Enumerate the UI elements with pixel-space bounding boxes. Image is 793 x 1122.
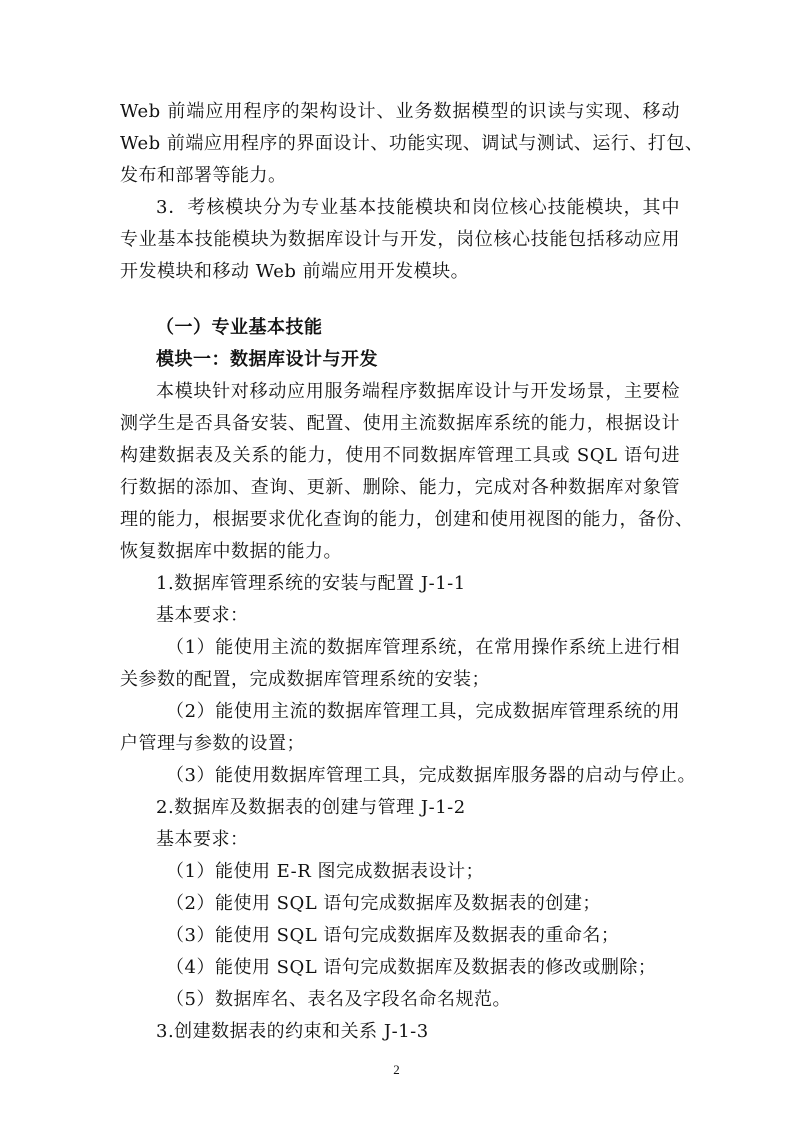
- task1-basic-req: 基本要求：: [156, 605, 249, 626]
- module-desc-line: 测学生是否具备安装、配置、使用主流数据库系统的能力，根据设计: [120, 413, 680, 434]
- task2-basic-req: 基本要求：: [156, 829, 249, 850]
- item3-line: 专业基本技能模块为数据库设计与开发，岗位核心技能包括移动应用: [120, 229, 680, 250]
- task1-req2-line: 户管理与参数的设置；: [120, 733, 305, 754]
- intro-line: Web 前端应用程序的架构设计、业务数据模型的识读与实现、移动: [120, 101, 680, 122]
- task2-title: 2.数据库及数据表的创建与管理 J-1-2: [156, 797, 466, 818]
- module-title: 模块一：数据库设计与开发: [156, 349, 378, 370]
- module-desc-line: 理的能力，根据要求优化查询的能力，创建和使用视图的能力，备份、: [120, 509, 694, 530]
- module-desc-line: 本模块针对移动应用服务端程序数据库设计与开发场景，主要检: [156, 381, 680, 402]
- intro-line: Web 前端应用程序的界面设计、功能实现、调试与测试、运行、打包、: [120, 133, 704, 154]
- page-number: 2: [393, 1062, 400, 1077]
- task1-req1-line: （1）能使用主流的数据库管理系统，在常用操作系统上进行相: [166, 637, 680, 658]
- task1-req3: （3）能使用数据库管理工具，完成数据库服务器的启动与停止。: [166, 765, 696, 786]
- task2-req: （3）能使用 SQL 语句完成数据库及数据表的重命名；: [166, 925, 620, 946]
- task1-req2-line: （2）能使用主流的数据库管理工具，完成数据库管理系统的用: [166, 701, 680, 722]
- item3-line: 3．考核模块分为专业基本技能模块和岗位核心技能模块，其中: [156, 197, 680, 218]
- module-desc-line: 行数据的添加、查询、更新、删除、能力，完成对各种数据库对象管: [120, 477, 680, 498]
- task3-title: 3.创建数据表的约束和关系 J-1-3: [156, 1021, 429, 1042]
- task2-req: （5）数据库名、表名及字段名命名规范。: [166, 989, 511, 1010]
- task1-req1-line: 关参数的配置，完成数据库管理系统的安装；: [120, 669, 490, 690]
- intro-line: 发布和部署等能力。: [120, 165, 287, 186]
- module-desc-line: 恢复数据库中数据的能力。: [120, 541, 342, 562]
- item3-line: 开发模块和移动 Web 前端应用开发模块。: [120, 261, 470, 282]
- task2-req: （2）能使用 SQL 语句完成数据库及数据表的创建；: [166, 893, 601, 914]
- section-title: （一）专业基本技能: [156, 317, 323, 338]
- task2-req: （1）能使用 E-R 图完成数据表设计；: [166, 861, 485, 882]
- task2-req: （4）能使用 SQL 语句完成数据库及数据表的修改或删除；: [166, 957, 657, 978]
- task1-title: 1.数据库管理系统的安装与配置 J-1-1: [156, 573, 466, 594]
- module-desc-line: 构建数据表及关系的能力，使用不同数据库管理工具或 SQL 语句进: [120, 445, 680, 466]
